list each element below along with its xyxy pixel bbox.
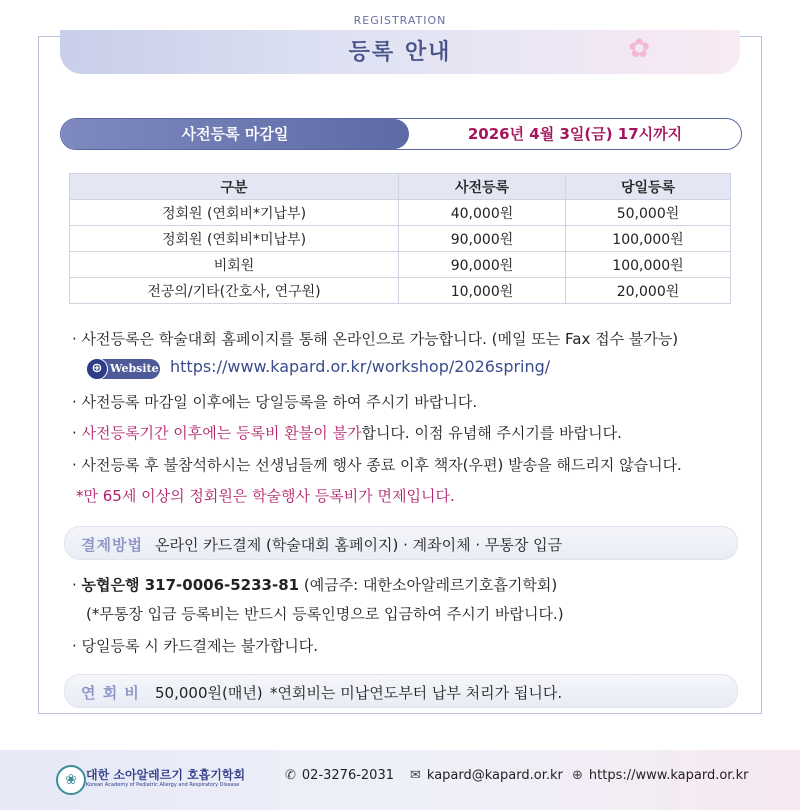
footer-email <box>410 768 563 783</box>
table-cell: 비회원 <box>70 252 399 278</box>
footer-phone <box>285 768 394 783</box>
table-row <box>70 252 731 278</box>
fee-table <box>69 173 731 304</box>
table-cell: 40,000원 <box>399 200 566 226</box>
account-holder: (예금주: 대한소아알레르기호흡기학회) <box>299 576 558 594</box>
table-row <box>70 200 731 226</box>
society-english-name: Korean Academy of Pediatric Allergy and Respiratory Disease <box>86 782 240 788</box>
table-cell: 90,000원 <box>399 252 566 278</box>
table-cell: 10,000원 <box>399 278 566 304</box>
table-row <box>70 278 731 304</box>
table-cell: 100,000원 <box>566 252 731 278</box>
column-header: 당일등록 <box>566 174 731 200</box>
bank-account: 농협은행 317-0006-5233-81 <box>81 576 300 594</box>
payment-method-bar <box>64 526 738 560</box>
deadline-label: 사전등록 마감일 <box>61 119 409 149</box>
table-cell: 정회원 (연회비*기납부) <box>70 200 399 226</box>
table-row <box>70 226 731 252</box>
society-name: 대한 소아알레르기 호흡기학회 <box>86 768 246 782</box>
note-senior-exemption: *만 65세 이상의 정회원은 학술행사 등록비가 면제입니다. <box>76 487 455 505</box>
phone-icon: ✆ <box>285 768 296 783</box>
globe-icon: ⊕ <box>86 358 108 380</box>
annual-fee-bar <box>64 674 738 708</box>
page-title: 등록 안내 <box>348 40 452 65</box>
email-address[interactable]: kapard@kapard.or.kr <box>426 768 563 783</box>
card-payment-note: · 당일등록 시 카드결제는 불가합니다. <box>72 637 318 655</box>
note-onsite-registration: · 사전등록 마감일 이후에는 당일등록을 하여 주시기 바랍니다. <box>72 393 478 411</box>
column-header: 사전등록 <box>399 174 566 200</box>
registration-url-link[interactable]: https://www.kapard.or.kr/workshop/2026spring/ <box>170 357 551 376</box>
deadline-bar <box>60 118 742 150</box>
website-link[interactable]: https://www.kapard.or.kr <box>588 768 749 783</box>
payment-method-label: 결제방법 <box>81 536 143 554</box>
globe-icon: ⊕ <box>572 768 583 783</box>
annual-fee-value: 50,000원(매년) <box>155 684 263 702</box>
table-cell: 50,000원 <box>566 200 731 226</box>
society-logo-icon: ❀ <box>56 765 86 795</box>
note-booklet: · 사전등록 후 불참석하시는 선생님들께 행사 종료 이후 책자(우편) 발송을 해드리지 않습니다. <box>72 456 682 474</box>
annual-fee-note: *연회비는 미납연도부터 납부 처리가 됩니다. <box>270 684 563 702</box>
annual-fee-label: 연 회 비 <box>81 684 140 702</box>
bullet: · <box>72 424 82 442</box>
note-refund <box>72 422 622 443</box>
table-cell: 90,000원 <box>399 226 566 252</box>
payment-method-text: 온라인 카드결제 (학술대회 홈페이지) · 계좌이체 · 무통장 입금 <box>155 536 563 554</box>
bank-transfer-note: (*무통장 입금 등록비는 반드시 등록인명으로 입금하여 주시기 바랍니다.) <box>86 605 564 623</box>
bullet: · <box>72 576 82 594</box>
note-online-registration: · 사전등록은 학술대회 홈페이지를 통해 온라인으로 가능합니다. (메일 또는 Fax 접수 불가능) <box>72 330 679 348</box>
bank-account-line <box>72 574 557 595</box>
footer-website <box>572 768 748 783</box>
table-cell: 20,000원 <box>566 278 731 304</box>
column-header: 구분 <box>70 174 399 200</box>
table-cell: 100,000원 <box>566 226 731 252</box>
flower-decoration-icon: ✿ <box>628 34 650 64</box>
table-cell: 정회원 (연회비*미납부) <box>70 226 399 252</box>
refund-highlight: 사전등록기간 이후에는 등록비 환불이 불가 <box>81 424 362 442</box>
table-cell: 전공의/기타(간호사, 연구원) <box>70 278 399 304</box>
table-header-row <box>70 174 731 200</box>
phone-number: 02-3276-2031 <box>301 768 394 783</box>
deadline-value: 2026년 4월 3일(금) 17시까지 <box>467 125 683 143</box>
mail-icon: ✉ <box>410 768 421 783</box>
section-eyebrow: REGISTRATION <box>353 14 447 27</box>
website-badge-label: Website <box>110 362 159 375</box>
website-badge <box>86 359 160 379</box>
refund-rest: 합니다. 이점 유념해 주시기를 바랍니다. <box>361 424 622 442</box>
